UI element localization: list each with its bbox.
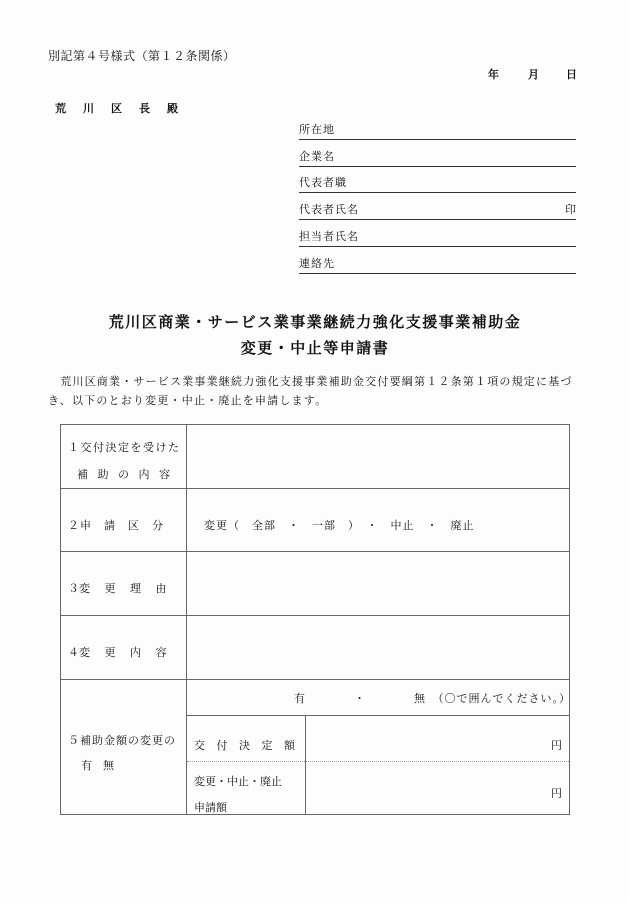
document-subtitle: 変更・中止等申請書	[240, 339, 390, 357]
addressee-char: 荒	[55, 102, 66, 115]
document-title: 荒川区商業・サービス業事業継続力強化支援事業補助金	[108, 313, 522, 331]
row-divider	[61, 679, 569, 680]
row-divider	[61, 551, 569, 552]
field-company[interactable]	[299, 148, 576, 167]
addressee-char: 区	[111, 102, 122, 115]
column-divider	[186, 425, 187, 814]
requested-amount-label-line2: 申請額	[194, 801, 227, 814]
row3-label: ３変 更 理 由	[68, 582, 167, 595]
addressee	[55, 100, 195, 116]
field-address[interactable]	[299, 121, 576, 140]
row-divider	[61, 615, 569, 616]
requested-amount-unit: 円	[551, 787, 562, 800]
change-content-value[interactable]	[191, 619, 561, 674]
granted-amount-unit: 円	[551, 739, 562, 752]
body-text: 荒川区商業・サービス業事業継続力強化支援事業補助金交付要綱第１２条第１項の規定に基づき、以下のとおり変更・中止・廃止を申請します。	[48, 375, 573, 407]
field-contact-person[interactable]	[299, 228, 576, 247]
field-label: 担当者氏名	[299, 230, 359, 243]
requested-amount-label-line1: 変更・中止・廃止	[194, 775, 282, 788]
row-divider-dotted	[187, 761, 569, 762]
date-month-label: 月	[528, 68, 539, 81]
field-label: 連絡先	[299, 257, 335, 270]
field-rep-title[interactable]	[299, 174, 576, 193]
addressee-char: 川	[83, 102, 94, 115]
field-label: 所在地	[299, 123, 335, 136]
addressee-char: 長	[139, 102, 150, 115]
row1-label-line2: 補 助 の 内 容	[77, 468, 173, 481]
row-divider	[61, 488, 569, 489]
date-day-label: 日	[566, 68, 577, 81]
row5-label-line1: ５補助金額の変更の	[68, 734, 176, 747]
field-label: 代表者職	[299, 176, 347, 189]
row1-value[interactable]	[191, 429, 561, 484]
application-table	[60, 424, 570, 815]
field-contact[interactable]	[299, 255, 576, 274]
granted-amount-label: 交 付 決 定 額	[194, 739, 299, 752]
row2-label: ２申 請 区 分	[68, 519, 164, 532]
change-reason-value[interactable]	[191, 555, 561, 610]
column-divider	[305, 715, 306, 814]
row5-label-line2: 有 無	[81, 759, 114, 772]
amount-change-choice[interactable]: 有 ・ 無 （〇で囲んでください。）	[294, 692, 571, 705]
field-label: 企業名	[299, 150, 335, 163]
seal-mark: 印	[565, 203, 576, 216]
field-label: 代表者氏名	[299, 203, 359, 216]
row-divider	[187, 715, 569, 716]
field-rep-name[interactable]	[299, 201, 576, 220]
form-number: 別記第４号様式（第１２条関係）	[48, 49, 236, 63]
date-year-label: 年	[488, 68, 499, 81]
row4-label: ４変 更 内 容	[68, 646, 167, 659]
addressee-char: 殿	[167, 102, 178, 115]
row1-label-line1: １交付決定を受けた	[68, 441, 181, 454]
application-type-options[interactable]: 変更（ 全部 ・ 一部 ） ・ 中止 ・ 廃止	[204, 519, 475, 532]
